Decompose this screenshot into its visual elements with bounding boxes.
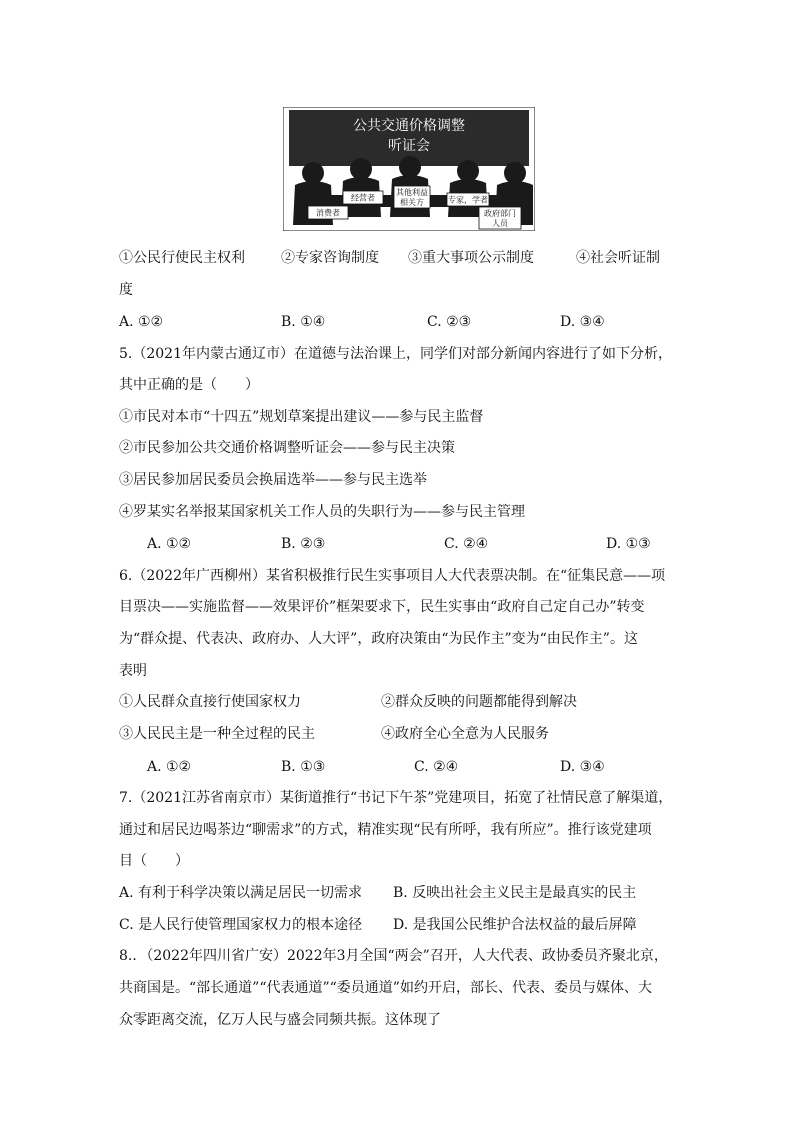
q5-choice-b: B. ②③ [281,536,326,552]
q4-statement-3: ③重大事项公示制度 [408,250,534,266]
q7-choice-b: B. 反映出社会主义民主是最真实的民主 [393,885,637,901]
q4-choice-d: D. ③④ [560,314,605,330]
q4-statement-wrap: 度 [119,282,133,298]
banner-title-line2: 听证会 [388,137,430,153]
q6-stem-line3: 为“群众提、代表决、政府办、人大评”，政府决策由“为民作主”变为“由民作主”。这 [119,631,638,647]
q5-item-3: ③居民参加居民委员会换届选举——参与民主选举 [119,472,427,488]
label-operator: 经营者 [351,193,375,203]
q7-stem-line2: 通过和居民边喝茶边“聊需求”的方式，精准实现“民有所呼，我有所应”。推行该党建项 [119,822,652,838]
q5-choice-d: D. ①③ [606,536,651,552]
label-others-line1: 其他利益 [396,188,428,197]
hearing-illustration [283,107,535,231]
q8-stem-line2: 共商国是。“部长通道”“代表通道”“委员通道”如约开启，部长、代表、委员与媒体、大 [119,980,652,996]
q6-choice-c: C. ②④ [414,759,459,775]
banner-title-line1: 公共交通价格调整 [353,117,465,133]
q4-statement-1: ①公民行使民主权利 [119,250,245,266]
q7-choice-d: D. 是我国公民维护合法权益的最后屏障 [393,917,637,933]
q7-choice-a: A. 有利于科学决策以满足居民一切需求 [119,885,363,901]
q6-stem-line4: 表明 [119,663,147,679]
q5-stem-line2: 其中正确的是（ ） [119,377,259,393]
q7-choice-c: C. 是人民行使管理国家权力的根本途径 [119,917,363,933]
q5-choice-a: A. ①② [147,536,192,552]
q6-stem-line1: 6.（2022年广西柳州）某省积极推行民生实事项目人大代表票决制。在“征集民意——项 [119,568,666,584]
q4-choice-a: A. ①② [119,314,164,330]
label-experts: 专家，学者 [448,195,488,205]
q5-item-1: ①市民对本市“十四五”规划草案提出建议——参与民主监督 [119,409,484,425]
q7-stem-line1: 7.（2021江苏省南京市）某街道推行“书记下午茶”党建项目，拓宽了社情民意了解渠道， [119,790,673,806]
q4-statement-2: ②专家咨询制度 [281,250,379,266]
q8-stem-line3: 众零距离交流，亿万人民与盛会同频共振。这体现了 [119,1012,441,1028]
q6-choice-a: A. ①② [147,759,192,775]
q6-choice-d: D. ③④ [560,759,605,775]
label-consumer-left: 消费者 [316,208,340,218]
q8-stem-line1: 8.．（2022年四川省广安）2022年3月全国“两会”召开，人大代表、政协委员齐聚北京， [119,948,668,964]
q6-item-3: ③人民民主是一种全过程的民主 [119,726,315,742]
q4-statement-4: ④社会听证制 [576,250,660,266]
q5-stem-line1: 5.（2021年内蒙古通辽市）在道德与法治课上，同学们对部分新闻内容进行了如下分析， [119,346,672,362]
label-others-line2: 相关方 [400,198,424,207]
q6-stem-line2: 目票决——实施监督——效果评价”框架要求下，民生实事由“政府自己定自己办”转变 [119,599,645,615]
q4-choice-b: B. ①④ [281,314,326,330]
label-gov-line1: 政府部门 [484,209,516,218]
q6-choice-b: B. ①③ [281,759,326,775]
q7-stem-line3: 目（ ） [119,853,189,869]
q5-item-4: ④罗某实名举报某国家机关工作人员的失职行为——参与民主管理 [119,504,525,520]
q5-choice-c: C. ②④ [444,536,489,552]
label-gov-line2: 人员 [492,219,508,228]
q5-item-2: ②市民参加公共交通价格调整听证会——参与民主决策 [119,440,455,456]
q6-item-1: ①人民群众直接行使国家权力 [119,694,301,710]
q6-item-4: ④政府全心全意为人民服务 [381,726,549,742]
q4-choice-c: C. ②③ [427,314,472,330]
q6-item-2: ②群众反映的问题都能得到解决 [381,694,577,710]
